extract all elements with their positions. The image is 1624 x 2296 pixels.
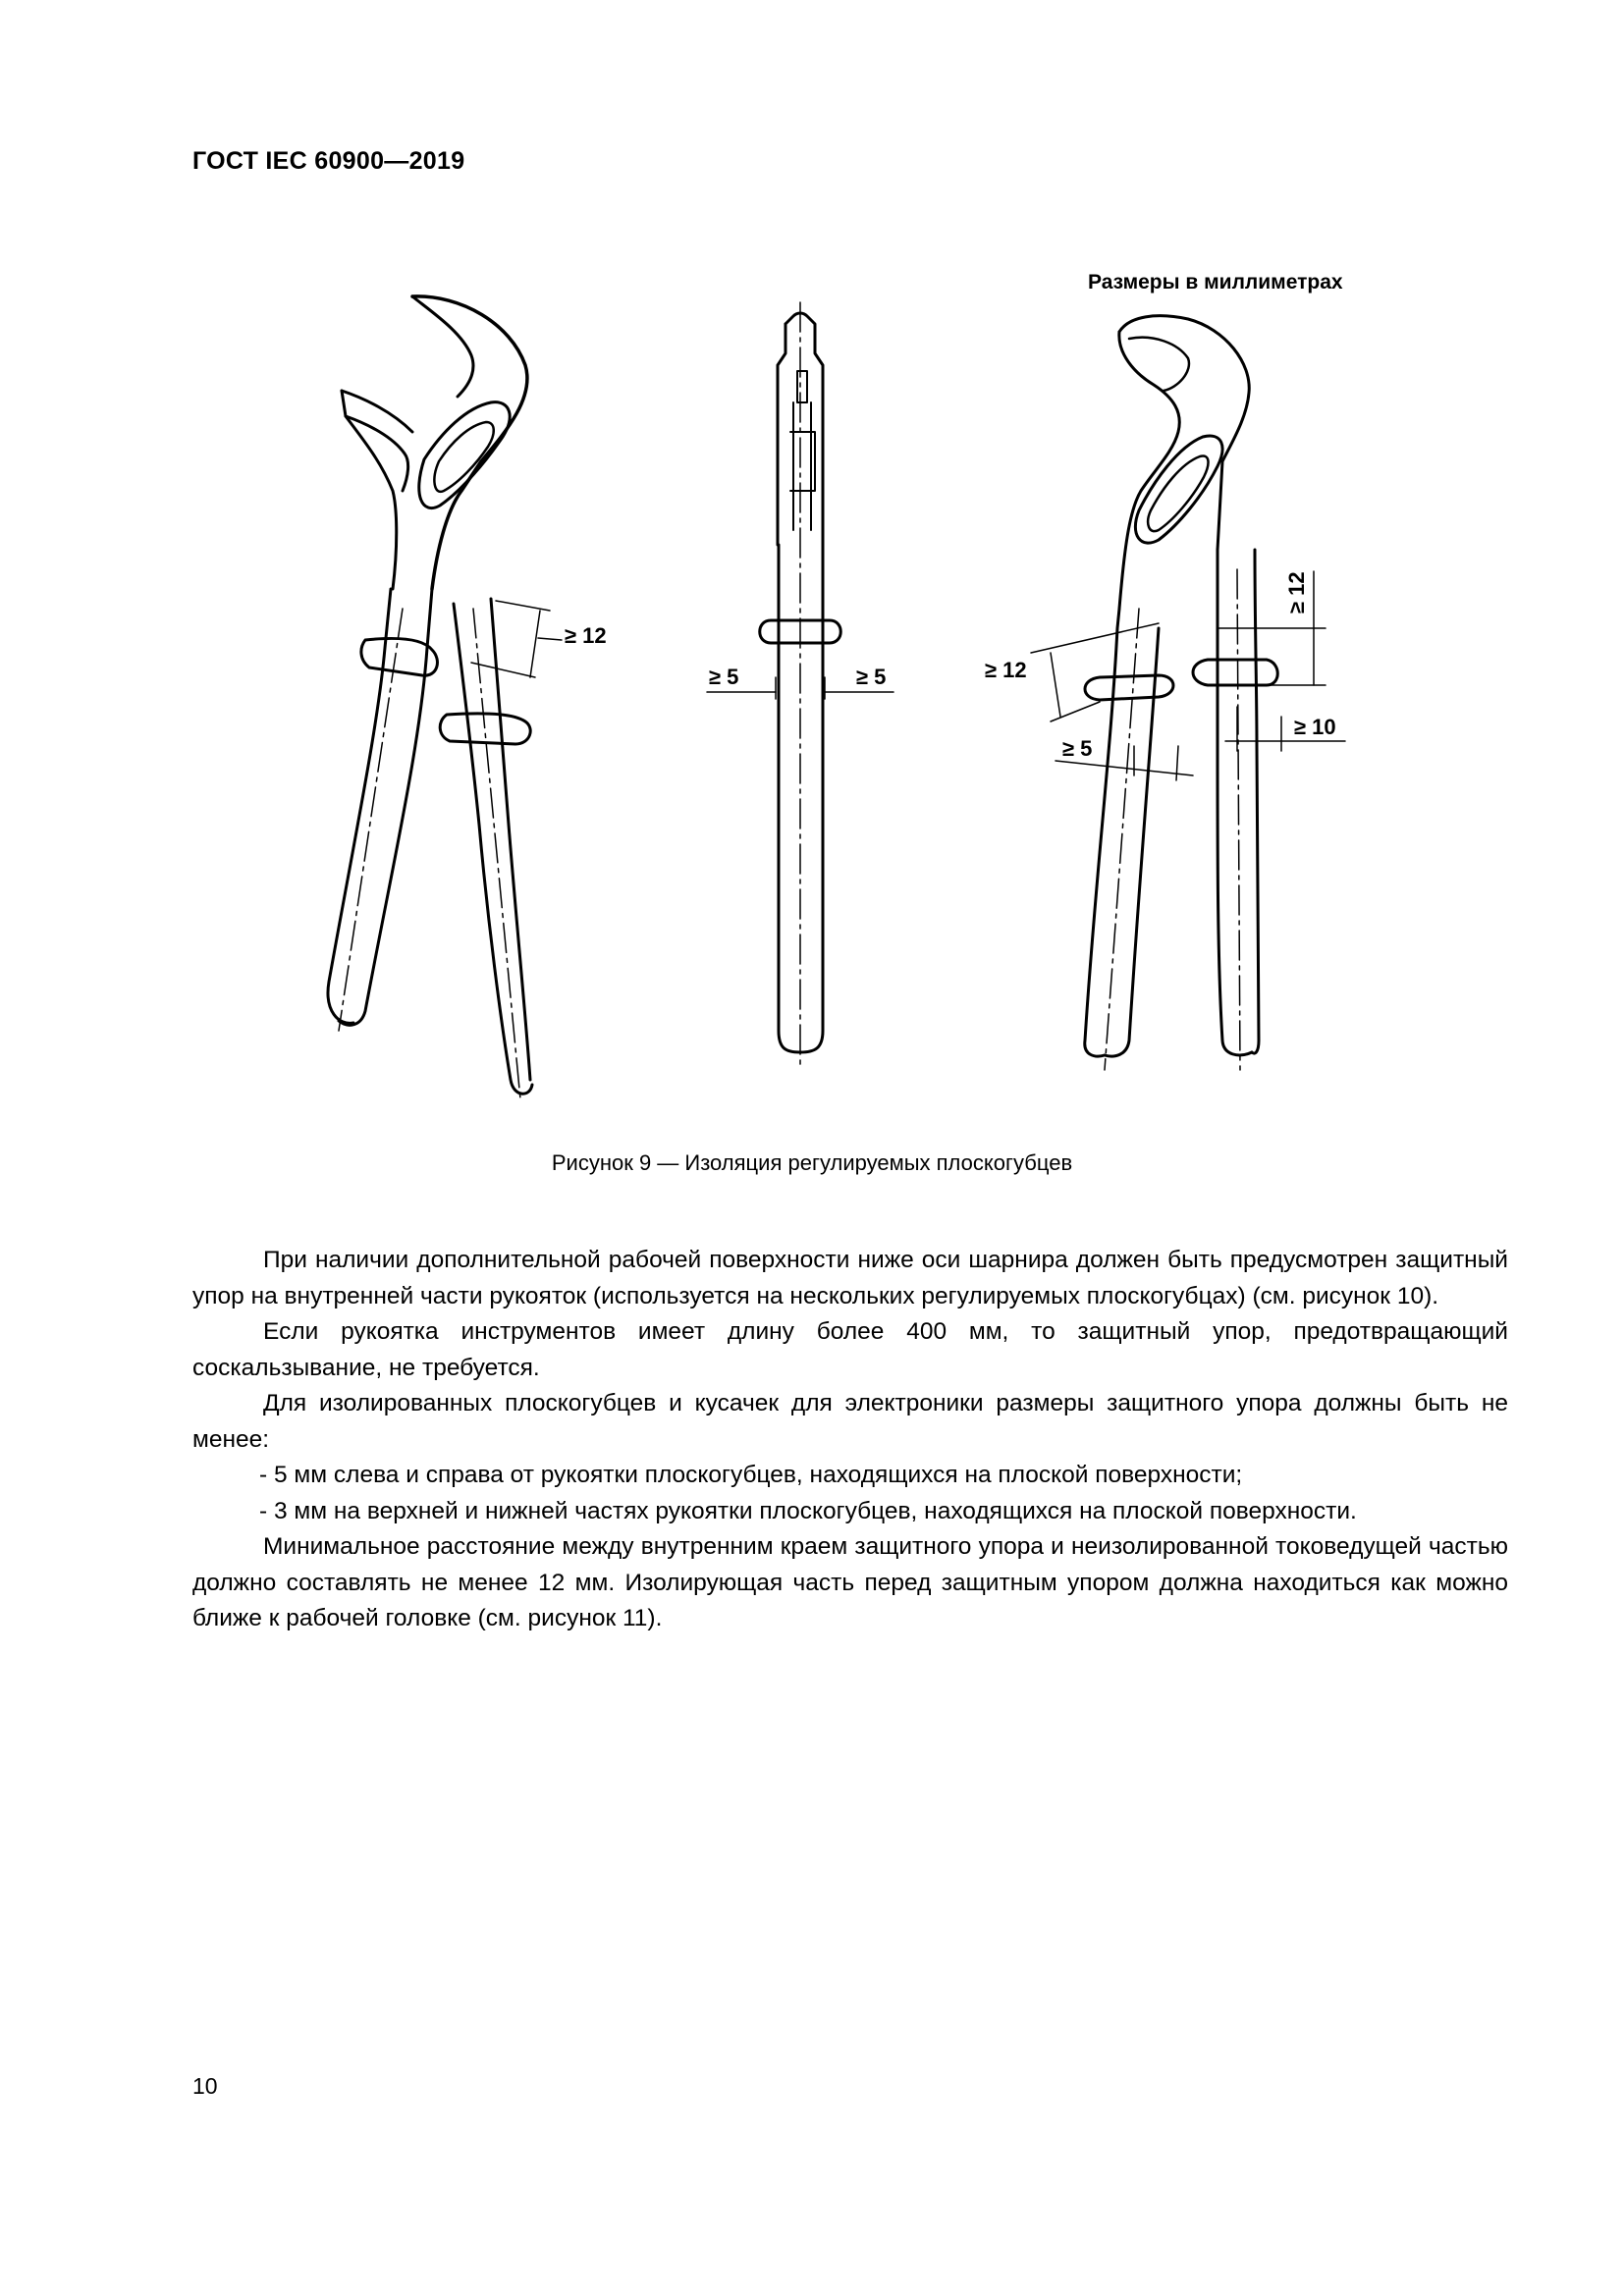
dim-label-right-12: ≥ 12	[985, 658, 1027, 682]
paragraph: Если рукоятка инструментов имеет длину более 400 мм, то защитный упор, предотвращающий соскальзывание, не требуется.	[192, 1318, 1508, 1381]
paragraph: Минимальное расстояние между внутренним краем защитного упора и неизолированной токоведущей частью должно составлять не менее 12 мм. Изолирующая часть перед защитным упором должна находиться как можно ближе к рабочей головке (см. рисунок 11).	[192, 1533, 1508, 1631]
paragraph: Для изолированных плоскогубцев и кусачек для электроники размеры защитного упора должны быть не менее:	[192, 1390, 1508, 1453]
dim-label-right-5: ≥ 5	[1062, 736, 1093, 761]
paragraph: При наличии дополнительной рабочей поверхности ниже оси шарнира должен быть предусмотрен защитный упор на внутренней части рукояток (используется на нескольких регулируемых плоскогубцах) (см. рисунок 10).	[192, 1247, 1508, 1309]
dim-label-right-10: ≥ 10	[1294, 715, 1336, 739]
page-number: 10	[192, 2073, 218, 2099]
document-header: ГОСТ IEC 60900—2019	[192, 147, 465, 175]
list-item: - 5 мм слева и справа от рукоятки плоскогубцев, находящихся на плоской поверхности;	[259, 1462, 1243, 1488]
dim-label-left-12: ≥ 12	[565, 623, 607, 648]
body-text	[192, 1243, 1508, 1637]
left-pliers	[328, 296, 562, 1099]
dim-label-mid-left-5: ≥ 5	[709, 665, 739, 689]
list-item: - 3 мм на верхней и нижней частях рукоятки плоскогубцев, находящихся на плоской поверхности.	[259, 1497, 1357, 1524]
dim-label-mid-right-5: ≥ 5	[856, 665, 887, 689]
figure-9-pliers-drawing	[0, 275, 1624, 1119]
dimensions-note: Размеры в миллиметрах	[1088, 271, 1343, 294]
dim-label-right-12-vertical: ≥ 12	[1284, 571, 1309, 614]
right-pliers	[1031, 316, 1345, 1070]
figure-caption: Рисунок 9 — Изоляция регулируемых плоскогубцев	[551, 1150, 1073, 1175]
